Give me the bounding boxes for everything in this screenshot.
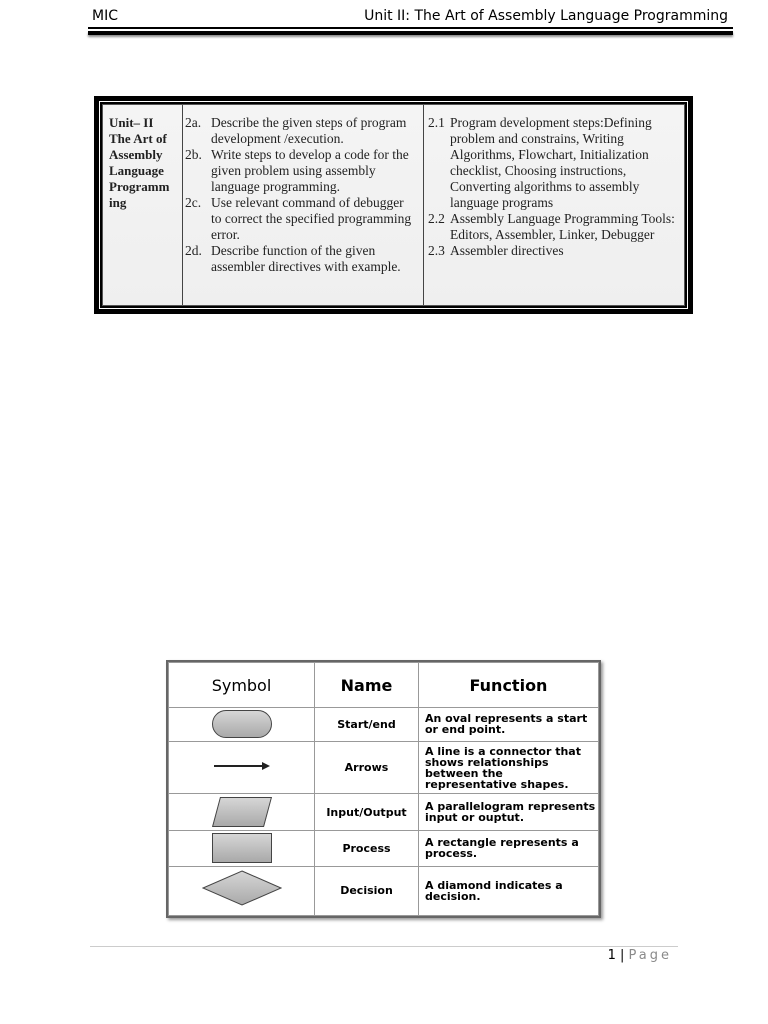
rectangle-shape (212, 833, 272, 863)
content-number: 2.2 (428, 211, 445, 226)
contents-cell (424, 105, 684, 305)
symbol-name: Start/end (315, 708, 419, 742)
symbol-function: A diamond indicates a decision. (419, 866, 599, 915)
symbol-cell (169, 741, 315, 794)
page-label: Page (628, 948, 672, 963)
outcome-item (185, 147, 417, 195)
symbol-name: Decision (315, 866, 419, 915)
header-right-title: Unit II: The Art of Assembly Language Programming (364, 8, 728, 24)
function-column-header: Function (419, 663, 599, 708)
outcome-number: 2a. (185, 115, 202, 130)
diamond-shape (202, 870, 282, 906)
table-header-row (169, 663, 599, 708)
outcome-text: Describe function of the given assembler directives with example. (211, 243, 401, 274)
symbol-function: A parallelogram represents input or ouptut. (419, 794, 599, 830)
outcomes-cell (183, 105, 424, 305)
page-number: 1 (607, 948, 616, 963)
symbol-name: Arrows (315, 741, 419, 794)
content-item (428, 243, 678, 259)
content-number: 2.1 (428, 115, 445, 130)
unit-title: Unit– II The Art of Assembly Language Programm ing (109, 115, 170, 210)
outcome-item (185, 115, 417, 147)
content-text: Assembler directives (450, 243, 564, 258)
outcome-text: Write steps to develop a code for the given problem using assembly language programming. (211, 147, 409, 194)
unit-title-cell (103, 105, 183, 305)
content-item (428, 115, 678, 211)
footer-separator: | (619, 948, 625, 963)
footer-rule (90, 946, 678, 947)
unit-outcomes-table (94, 96, 693, 314)
content-text: Program development steps:Defining problem and constrains, Writing Algorithms, Flowchart, Initialization checklist, Choosing instructions, Converting algorithms to assembly language programs (450, 115, 652, 210)
outcome-text: Use relevant command of debugger to correct the specified programming error. (211, 195, 412, 242)
symbol-function: A rectangle represents a process. (419, 830, 599, 866)
table-row (169, 741, 599, 794)
outcome-number: 2c. (185, 195, 202, 210)
flowchart-symbols-table (166, 660, 601, 918)
header-rule-thick (88, 31, 733, 35)
symbol-column-header: Symbol (169, 663, 315, 708)
table-row (169, 866, 599, 915)
oval-shape (212, 710, 272, 738)
page-footer (608, 948, 672, 963)
content-item (428, 211, 678, 243)
symbol-name: Input/Output (315, 794, 419, 830)
table-row (169, 794, 599, 830)
symbol-cell (169, 830, 315, 866)
outcome-number: 2d. (185, 243, 202, 258)
header-rule (88, 27, 733, 29)
outcome-number: 2b. (185, 147, 202, 162)
symbol-function: An oval represents a start or end point. (419, 708, 599, 742)
content-number: 2.3 (428, 243, 445, 258)
arrow-shape (212, 760, 272, 772)
name-column-header: Name (315, 663, 419, 708)
outcome-text: Describe the given steps of program development /execution. (211, 115, 407, 146)
symbol-cell (169, 708, 315, 742)
symbol-function: A line is a connector that shows relationships between the representative shapes. (419, 741, 599, 794)
symbol-name: Process (315, 830, 419, 866)
table-row (169, 708, 599, 742)
header-left-title: MIC (92, 8, 118, 24)
table-row (169, 830, 599, 866)
symbol-cell (169, 794, 315, 830)
outcome-item (185, 195, 417, 243)
unit-table-inner (102, 104, 685, 306)
outcome-item (185, 243, 417, 275)
content-text: Assembly Language Programming Tools: Editors, Assembler, Linker, Debugger (450, 211, 675, 242)
symbol-cell (169, 866, 315, 915)
parallelogram-shape (211, 797, 271, 827)
